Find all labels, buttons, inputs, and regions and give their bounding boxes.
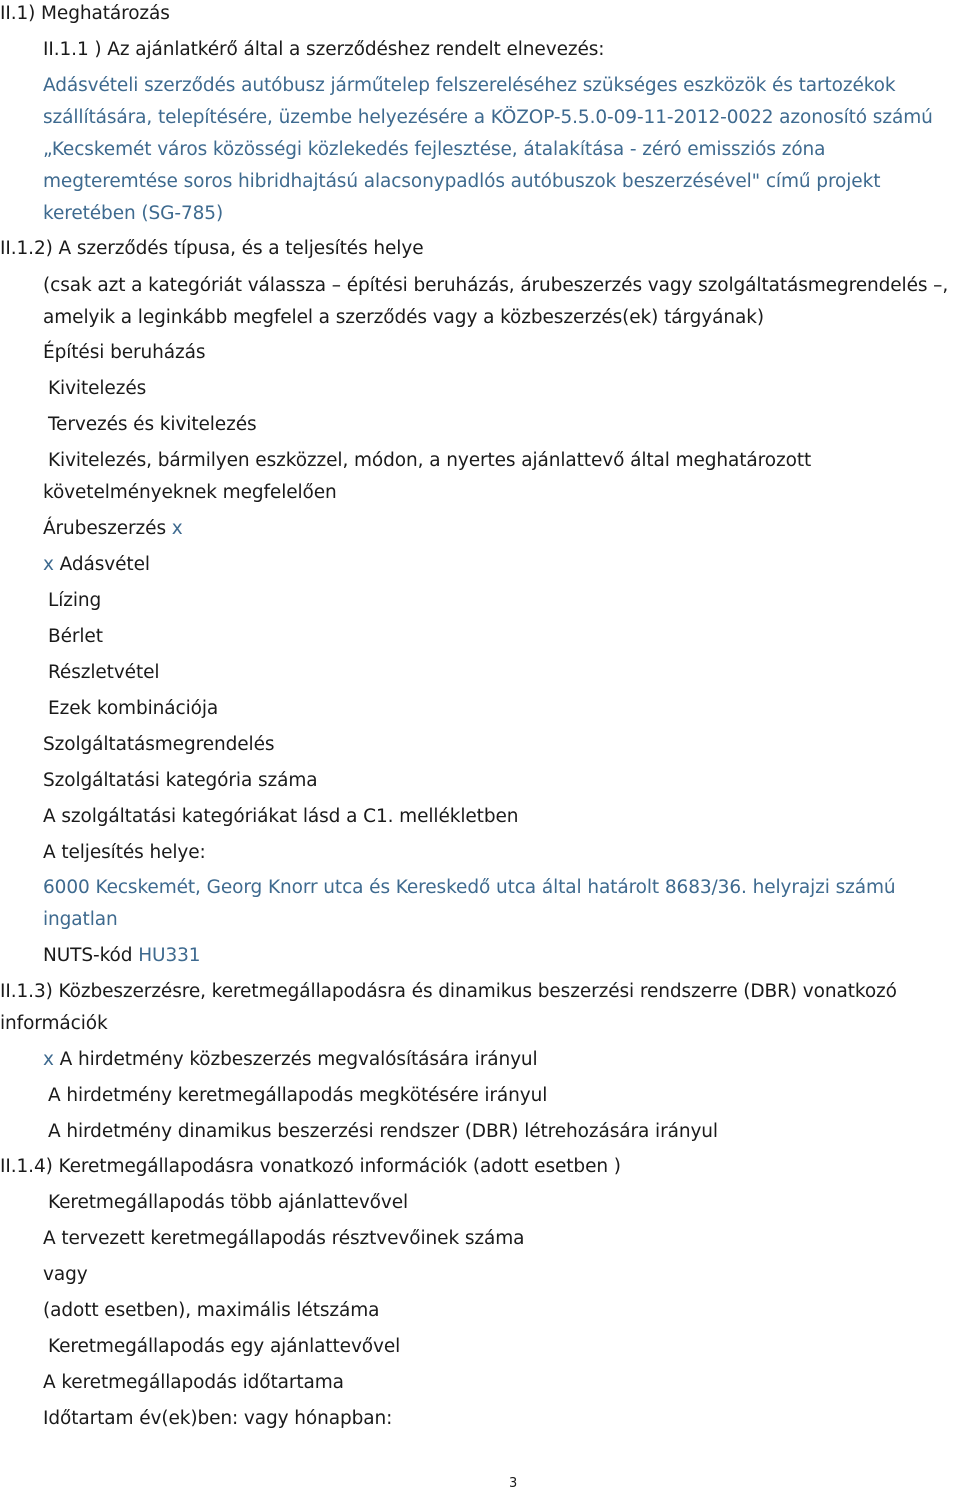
framework-participants: A tervezett keretmegállapodás résztvevőinek száma [43, 1228, 525, 1249]
section-title-ii11: II.1.1 ) Az ajánlatkérő által a szerződéshez rendelt elnevezés: [43, 39, 605, 60]
place-value-line-1: 6000 Kecskemét, Georg Knorr utca és Kereskedő utca által határolt 8683/36. helyrajzi számú [43, 877, 896, 898]
option-dynamic-purchasing: A hirdetmény dinamikus beszerzési rendszer (DBR) létrehozására irányul [48, 1121, 718, 1142]
option-framework-agreement: A hirdetmény keretmegállapodás megkötésére irányul [48, 1085, 548, 1106]
contract-name-line-5: keretében (SG-785) [43, 203, 224, 224]
option-lease: Lízing [48, 590, 102, 611]
option-supplies [43, 518, 183, 540]
section-title-ii12: II.1.2) A szerződés típusa, és a teljesítés helye [0, 238, 424, 259]
framework-single: Keretmegállapodás egy ajánlattevővel [48, 1336, 401, 1357]
option-supplies-mark: x [171, 518, 183, 539]
option-works-execution: Kivitelezés [48, 378, 147, 399]
type-note-line-2: amelyik a leginkább megfelel a szerződés vagy a közbeszerzés(ek) tárgyának) [43, 307, 764, 328]
option-works-design-execution: Tervezés és kivitelezés [48, 414, 257, 435]
service-category-label: Szolgáltatási kategória száma [43, 770, 318, 791]
option-purchase-mark: x [43, 554, 54, 575]
service-category-note: A szolgáltatási kategóriákat lásd a C1. mellékletben [43, 806, 519, 827]
section-title-ii13-line-1: II.1.3) Közbeszerzésre, keretmegállapodásra és dinamikus beszerzési rendszerre (DBR) vonatkozó [0, 981, 897, 1002]
framework-multiple: Keretmegállapodás több ajánlattevővel [48, 1192, 409, 1213]
nuts-code [43, 945, 200, 967]
option-purchase-label: Adásvétel [59, 554, 150, 575]
framework-duration-years: Időtartam év(ek)ben: vagy hónapban: [43, 1408, 393, 1429]
contract-name-line-1: Adásvételi szerződés autóbusz járműtelep felszereléséhez szükséges eszközök és tartozékok [43, 75, 896, 96]
place-label: A teljesítés helye: [43, 842, 206, 863]
option-works-any-means-line-2: követelményeknek megfelelően [43, 482, 337, 503]
section-heading-ii1: II.1) Meghatározás [0, 3, 170, 24]
option-public-procurement-label: A hirdetmény közbeszerzés megvalósítására irányul [59, 1049, 538, 1070]
framework-or: vagy [43, 1264, 88, 1285]
framework-duration: A keretmegállapodás időtartama [43, 1372, 344, 1393]
option-public-procurement [43, 1049, 538, 1071]
option-works: Építési beruházás [43, 342, 206, 363]
contract-name-line-3: „Kecskemét város közösségi közlekedés fejlesztése, átalakítása - zéró emissziós zóna [43, 139, 826, 160]
section-title-ii13-line-2: információk [0, 1013, 108, 1034]
option-rental: Bérlet [48, 626, 103, 647]
option-combination: Ezek kombinációja [48, 698, 219, 719]
option-works-any-means-line-1: Kivitelezés, bármilyen eszközzel, módon, a nyertes ajánlattevő által meghatározott [48, 450, 812, 471]
option-supplies-label: Árubeszerzés [43, 518, 166, 539]
type-note-line-1: (csak azt a kategóriát válassza – építési beruházás, árubeszerzés vagy szolgáltatásmegrendelés –, [43, 275, 949, 296]
option-services: Szolgáltatásmegrendelés [43, 734, 275, 755]
contract-name-line-2: szállítására, telepítésére, üzembe helyezésére a KÖZOP-5.5.0-09-11-2012-0022 azonosító számú [43, 107, 933, 128]
nuts-code-value: HU331 [138, 945, 201, 966]
option-hire-purchase: Részletvétel [48, 662, 160, 683]
section-title-ii14: II.1.4) Keretmegállapodásra vonatkozó információk (adott esetben ) [0, 1156, 621, 1177]
nuts-code-label: NUTS-kód [43, 945, 133, 966]
option-purchase [43, 554, 150, 576]
place-value-line-2: ingatlan [43, 909, 118, 930]
page-number: 3 [509, 1476, 518, 1491]
option-public-procurement-mark: x [43, 1049, 54, 1070]
contract-name-line-4: megteremtése soros hibridhajtású alacsonypadlós autóbuszok beszerzésével" című projekt [43, 171, 881, 192]
framework-max: (adott esetben), maximális létszáma [43, 1300, 380, 1321]
